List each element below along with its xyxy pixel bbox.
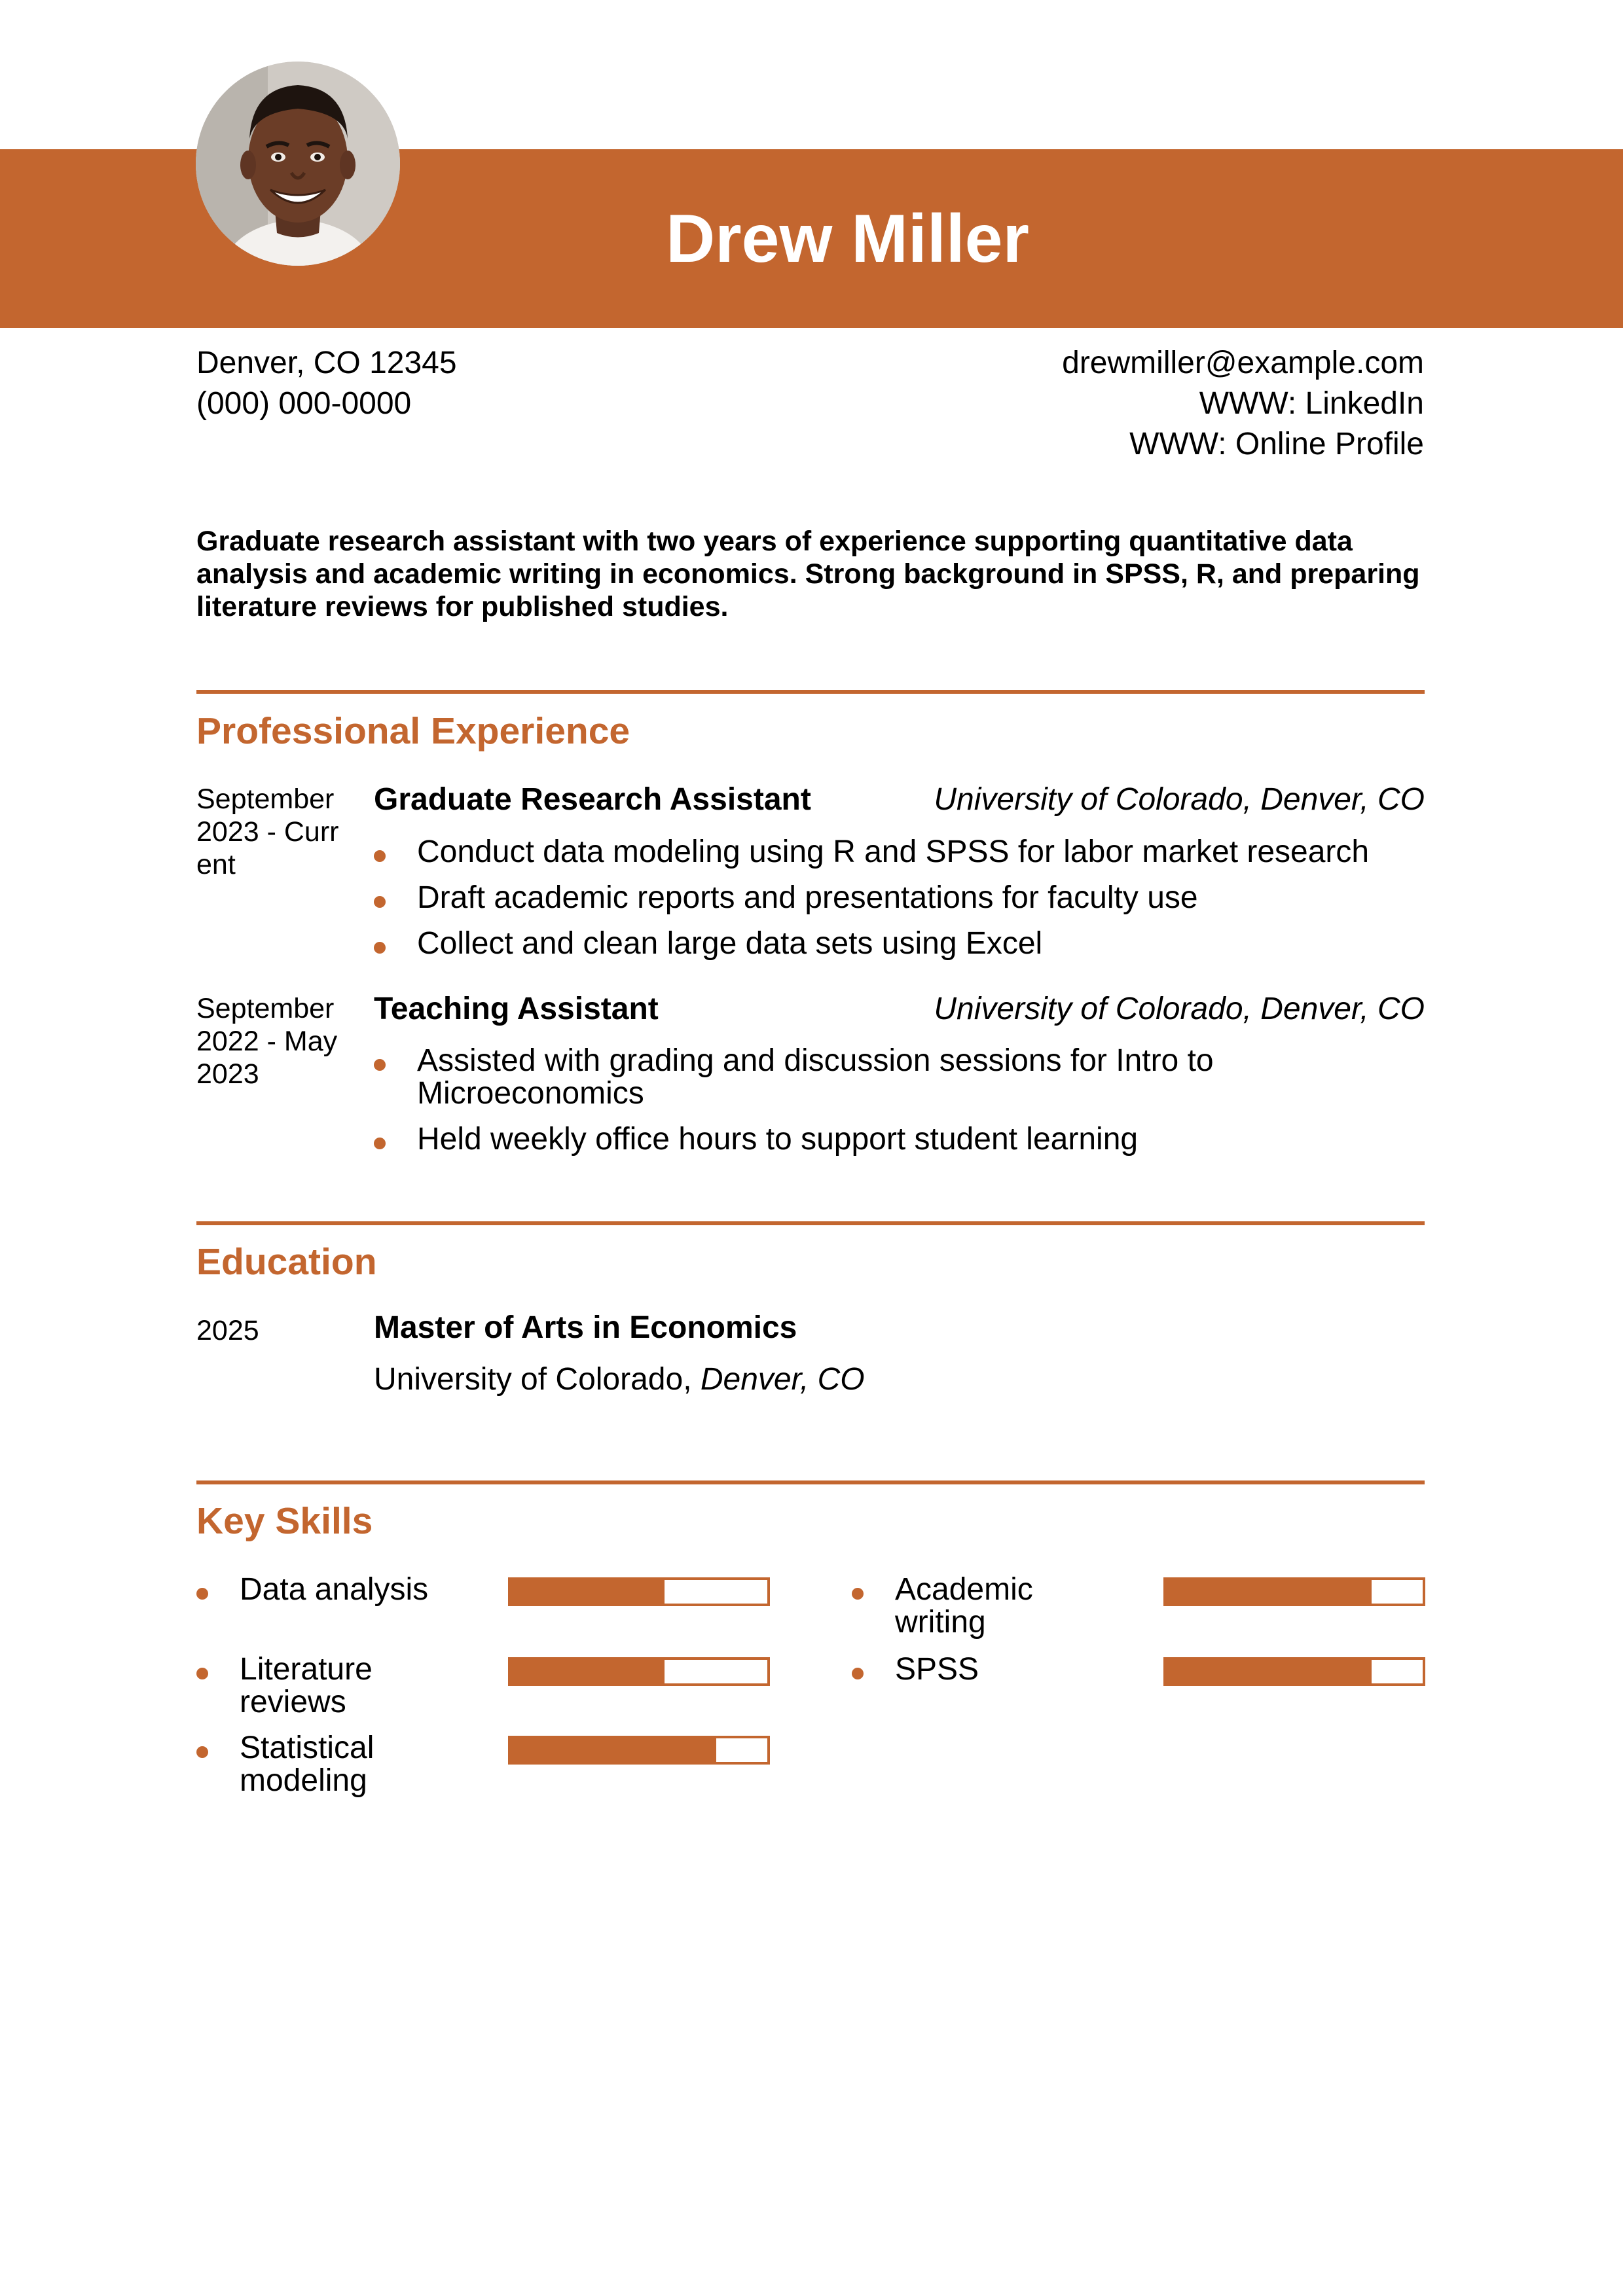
section-divider (196, 690, 1425, 694)
skill-item (196, 1732, 773, 1810)
skill-bar (508, 1657, 770, 1686)
school-location: Denver, CO (700, 1362, 865, 1397)
contact-left (196, 343, 457, 424)
bullet-dot (196, 1668, 208, 1679)
bullet-dot (852, 1668, 864, 1679)
skill-item (852, 1653, 1428, 1732)
job-employer: University of Colorado, Denver, CO (934, 992, 1425, 1026)
education-degree: Master of Arts in Economics (374, 1310, 797, 1345)
job-bullet: Collect and clean large data sets using Excel (374, 927, 1428, 960)
skill-bar-fill (1166, 1660, 1372, 1683)
online-profile-link[interactable]: WWW: Online Profile (1129, 427, 1424, 461)
bullet-dot (196, 1588, 208, 1600)
skill-label: Statistical modeling (240, 1731, 374, 1798)
job-bullets (374, 836, 1428, 973)
job-dates: September 2022 - May 2023 (196, 993, 338, 1090)
section-divider (196, 1480, 1425, 1484)
bullet-dot (852, 1588, 864, 1600)
skill-bar (508, 1577, 770, 1606)
phone: (000) 000-0000 (196, 386, 412, 421)
bullet-dot (196, 1746, 208, 1758)
skill-bar (1163, 1577, 1425, 1606)
linkedin-link[interactable]: WWW: LinkedIn (1199, 386, 1424, 421)
email-link[interactable]: drewmiller@example.com (1062, 346, 1424, 380)
education-school (374, 1361, 865, 1398)
skill-bar-fill (1166, 1580, 1372, 1604)
skill-bar-fill (511, 1738, 716, 1762)
job-title: Teaching Assistant (374, 992, 659, 1026)
job-title: Graduate Research Assistant (374, 782, 811, 817)
job-employer: University of Colorado, Denver, CO (934, 782, 1425, 817)
skill-label: Literature reviews (240, 1652, 373, 1719)
job-bullet: Conduct data modeling using R and SPSS for labor market research (374, 836, 1428, 869)
education-year: 2025 (196, 1315, 259, 1346)
experience-heading: Professional Experience (196, 710, 630, 752)
skill-item (196, 1573, 773, 1652)
school-name: University of Colorado, (374, 1362, 692, 1397)
skill-bar (508, 1736, 770, 1765)
section-divider (196, 1221, 1425, 1225)
skills-heading: Key Skills (196, 1500, 373, 1542)
candidate-name: Drew Miller (666, 201, 1029, 277)
skill-label: SPSS (895, 1652, 979, 1687)
education-heading: Education (196, 1241, 377, 1283)
professional-summary: Graduate research assistant with two years of experience supporting quantitative data analysis and academic writing in economics. Strong background in SPSS, R, and preparing literature reviews for published studies. (196, 526, 1420, 622)
address: Denver, CO 12345 (196, 346, 457, 380)
skill-label: Academic writing (895, 1572, 1033, 1640)
contact-right (1062, 343, 1424, 465)
skill-bar (1163, 1657, 1425, 1686)
skill-bar-fill (511, 1580, 665, 1604)
job-bullet: Draft academic reports and presentations for faculty use (374, 882, 1428, 914)
skill-item (196, 1653, 773, 1732)
job-bullets (374, 1045, 1428, 1169)
job-bullet: Held weekly office hours to support student learning (374, 1123, 1428, 1156)
skill-label: Data analysis (240, 1572, 429, 1607)
job-bullet: Assisted with grading and discussion sessions for Intro to Microeconomics (374, 1045, 1428, 1110)
skill-bar-fill (511, 1660, 665, 1683)
job-dates: September 2023 - Current (196, 783, 339, 880)
skill-item (852, 1573, 1428, 1652)
